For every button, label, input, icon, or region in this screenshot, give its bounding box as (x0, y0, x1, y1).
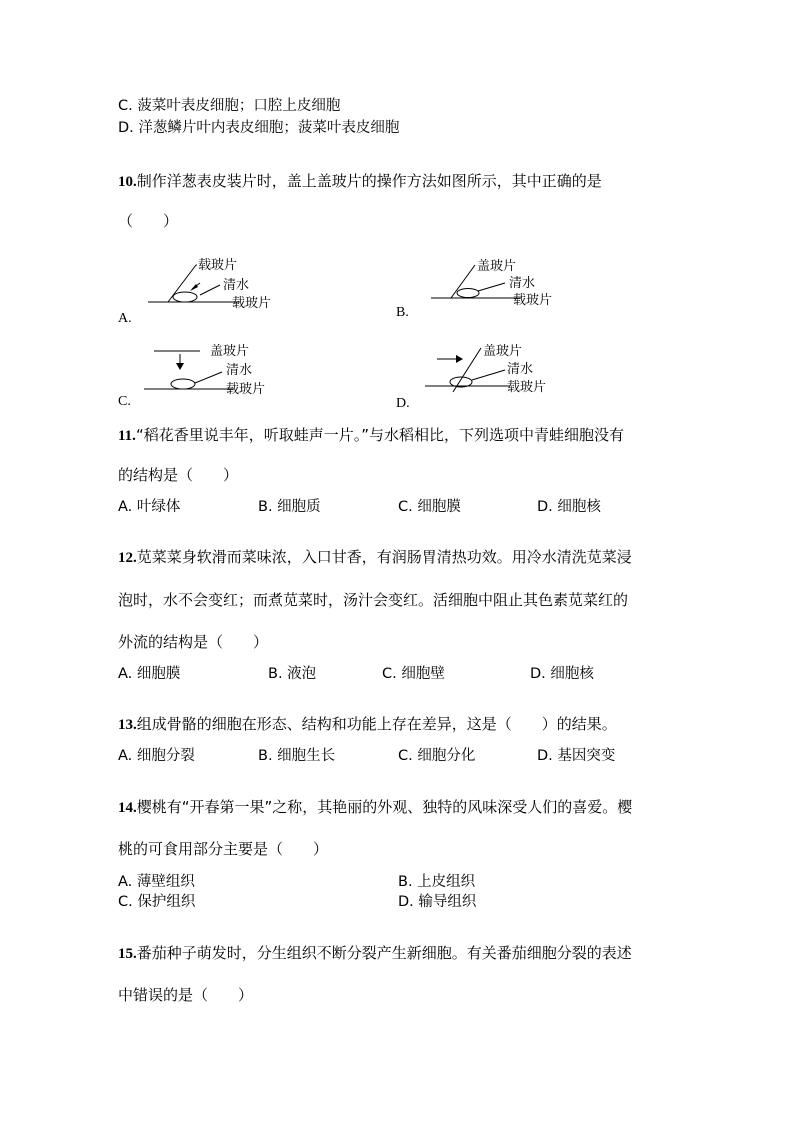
q13-number: 13. (118, 717, 137, 733)
diagram-b-water-label: 清水 (509, 276, 536, 291)
q11-text-line1: “稻花香里说丰年，听取蛙声一片。”与水稻相比，下列选项中青蛙细胞没有 (135, 426, 624, 444)
diagram-b-slide-label: 载玻片 (513, 293, 553, 308)
diagram-c-cover-label: 盖玻片 (210, 344, 250, 359)
q14-option-c: C. 保护组织 (118, 894, 196, 910)
q13-option-b: B. 细胞生长 (258, 748, 336, 764)
q10-text: 制作洋葱表皮装片时，盖上盖玻片的操作方法如图所示，其中正确的是 (136, 172, 602, 190)
q14-option-a: A. 薄壁组织 (118, 874, 195, 890)
diagram-c-arrow (176, 363, 184, 370)
q14-option-b: B. 上皮组织 (398, 874, 476, 890)
q11-line2: 的结构是（ ） (118, 466, 239, 484)
q11-number: 11. (118, 428, 136, 444)
q14-line1 (118, 797, 632, 818)
q12-line1 (118, 547, 632, 568)
q10-number: 10. (118, 174, 137, 190)
diagram-c-water-label: 清水 (226, 363, 253, 378)
q13-option-a: A. 细胞分裂 (118, 748, 195, 764)
q10-answer-paren: （ ） (118, 212, 179, 230)
q12-option-b: B. 液泡 (268, 666, 317, 682)
q15-line2: 中错误的是（ ） (118, 986, 254, 1004)
diagram-d-slide-label: 载玻片 (507, 380, 547, 395)
diagram-a-slide-label: 载玻片 (232, 296, 272, 311)
diagram-d-letter: D. (396, 396, 410, 411)
diagram-c (140, 340, 300, 400)
q11-option-b: B. 细胞质 (258, 499, 321, 515)
q9-option-c: C. 菠菜叶表皮细胞；口腔上皮细胞 (118, 98, 341, 114)
q13-line1 (118, 714, 617, 735)
q15-text-line1: 番茄种子萌发时，分生组织不断分裂产生新细胞。有关番茄细胞分裂的表述 (136, 944, 632, 962)
q13-option-d: D. 基因突变 (537, 748, 616, 764)
q14-line2: 桃的可食用部分主要是（ ） (118, 840, 329, 858)
diagram-a (140, 255, 300, 315)
q12-option-c: C. 细胞壁 (382, 666, 445, 682)
q11-line1 (118, 425, 624, 446)
q12-option-d: D. 细胞核 (530, 666, 594, 682)
diagram-d-cover-label: 盖玻片 (483, 344, 523, 359)
q13-text-line1: 组成骨骼的细胞在形态、结构和功能上存在差异，这是（ ）的结果。 (136, 715, 617, 733)
diagram-a-letter: A. (118, 311, 132, 326)
q13-option-c: C. 细胞分化 (398, 748, 476, 764)
q15-line1 (118, 943, 632, 964)
q11-option-d: D. 细胞核 (537, 499, 601, 515)
diagram-a-water-label: 清水 (223, 278, 250, 293)
q12-text-line1: 苋菜菜身软滑而菜味浓，入口甘香，有润肠胃清热功效。用冷水清洗苋菜浸 (136, 548, 632, 566)
q14-number: 14. (118, 800, 137, 816)
q12-number: 12. (118, 550, 137, 566)
q14-option-d: D. 输导组织 (398, 894, 477, 910)
diagram-a-water-drop (173, 292, 197, 302)
diagram-c-slide-label: 载玻片 (226, 382, 266, 397)
diagram-c-water-drop (171, 379, 195, 389)
diagram-b-cover-label: 盖玻片 (477, 259, 517, 274)
q12-option-a: A. 细胞膜 (118, 666, 181, 682)
diagram-c-letter: C. (118, 394, 131, 409)
q15-number: 15. (118, 946, 137, 962)
diagram-b (425, 255, 585, 315)
diagram-d-water-label: 清水 (507, 362, 534, 377)
diagram-d (425, 340, 585, 400)
q10-stem (118, 171, 602, 192)
diagram-a-cover-label: 载玻片 (198, 258, 238, 273)
diagram-a-cover-line (168, 265, 196, 302)
q11-option-a: A. 叶绿体 (118, 499, 181, 515)
diagram-d-arrow (456, 355, 463, 363)
q12-line2: 泡时，水不会变红；而煮苋菜时，汤汁会变红。活细胞中阻止其色素苋菜红的 (118, 591, 629, 609)
diagram-b-water-drop (457, 289, 479, 298)
q9-option-d: D. 洋葱鳞片叶内表皮细胞；菠菜叶表皮细胞 (118, 120, 400, 136)
q14-text-line1: 樱桃有“开春第一果”之称，其艳丽的外观、独特的风味深受人们的喜爱。樱 (136, 798, 633, 816)
q11-option-c: C. 细胞膜 (398, 499, 461, 515)
diagram-b-letter: B. (396, 305, 409, 320)
q12-line3: 外流的结构是（ ） (118, 633, 269, 651)
